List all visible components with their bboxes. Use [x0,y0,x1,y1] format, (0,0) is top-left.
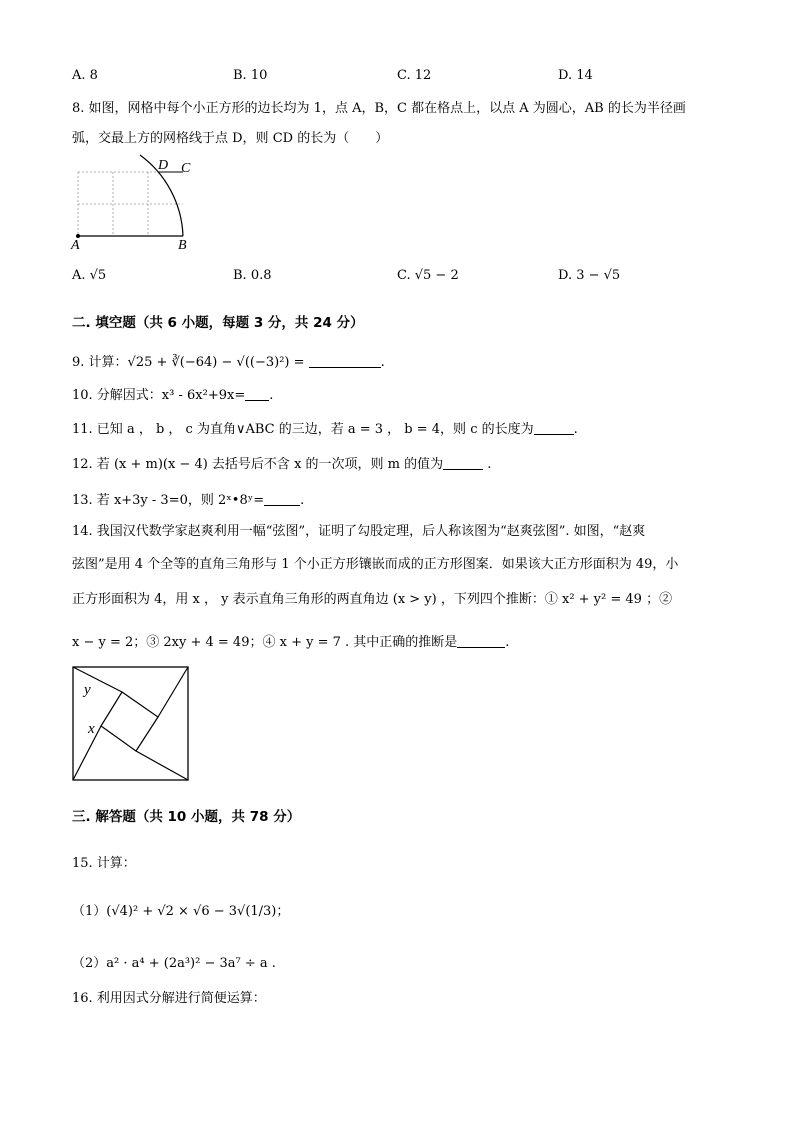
q14-line4-text: x − y = 2；③ 2xy + 4 = 49；④ x + y = 7 . 其中正确的推断是 [72,635,458,650]
q14-line3: 正方形面积为 4，用 x ， y 表示直角三角形的两直角边 (x > y) ，下列四个推断：① x² + y² = 49 ；② [72,592,673,607]
q14-line4 [72,633,509,652]
q9-question [72,353,385,372]
label-c: C [181,161,191,176]
label-b: B [178,238,187,252]
section2-heading: 二. 填空题（共 6 小题，每题 3 分，共 24 分） [72,315,364,331]
q8-question-line1: 8. 如图，网格中每个小正方形的边长均为 1，点 A，B，C 都在格点上，以点 A 为圆心，AB 的长为半径画 [72,101,686,116]
q14-line1: 14. 我国汉代数学家赵爽利用一幅“弦图”，证明了勾股定理，后人称该图为“赵爽弦图”. 如图，“赵爽 [72,524,646,539]
q10-answer-blank [245,386,269,401]
q10-text: 10. 分解因式：x³ - 6x²+9x= [72,388,246,403]
q13-end: . [300,493,305,508]
q14-line2: 弦图”是用 4 个全等的直角三角形与 1 个小正方形镶嵌而成的正方形图案．如果该大正方形面积为 49，小 [72,557,679,572]
q10-end: . [269,388,274,403]
zhao-shuang-diagram [72,666,190,782]
q12-answer-blank [443,455,483,470]
q9-text: 9. 计算：√25 + ∛(−64) − √((−3)²) = [72,355,305,370]
q13-answer-blank [264,491,300,506]
q14-answer-blank [457,633,505,648]
q8-option-a: A. √5 [72,268,107,283]
q7-option-d: D. 14 [558,68,593,83]
label-d: D [158,158,169,173]
q13-text: 13. 若 x+3y - 3=0，则 2ˣ•8ʸ= [72,493,265,508]
q10-question [72,386,273,405]
label-x: x [88,721,95,737]
q9-end: . [380,355,385,370]
q13-question [72,491,304,510]
q9-answer-blank [309,353,381,368]
q12-end: . [483,457,492,472]
q8-option-d: D. 3 − √5 [558,268,621,283]
q15-part1: （1）(√4)² + √2 × √6 − 3√(1/3)； [72,904,290,919]
q7-option-c: C. 12 [397,68,432,83]
grid-lines [78,172,183,236]
q11-text: 11. 已知 a ， b ， c 为直角∨ABC 的三边，若 a = 3 ， b = 4，则 c 的长度为 [72,422,534,437]
section3-heading: 三. 解答题（共 10 小题，共 78 分） [72,809,301,825]
q11-answer-blank [534,420,574,435]
q11-end: . [573,422,578,437]
q12-question [72,455,491,474]
label-a: A [71,238,80,252]
q14-end: . [505,635,510,650]
q7-option-a: A. 8 [72,68,98,83]
q15-title: 15. 计算： [72,856,136,871]
q16-title: 16. 利用因式分解进行简便运算： [72,991,266,1006]
q8-question-line2: 弧，交最上方的网格线于点 D，则 CD 的长为（ ） [72,131,389,146]
q8-option-b: B. 0.8 [233,268,272,283]
label-y: y [84,682,91,698]
q15-part2: （2）a² · a⁴ + (2a³)² − 3a⁷ ÷ a . [72,956,276,971]
q12-text: 12. 若 (x + m)(x − 4) 去括号后不含 x 的一次项，则 m 的值为 [72,457,444,472]
q8-option-c: C. √5 − 2 [397,268,459,283]
q11-question [72,420,578,439]
inner-square [101,692,158,751]
q7-option-b: B. 10 [233,68,268,83]
q8-grid-figure [68,152,198,252]
